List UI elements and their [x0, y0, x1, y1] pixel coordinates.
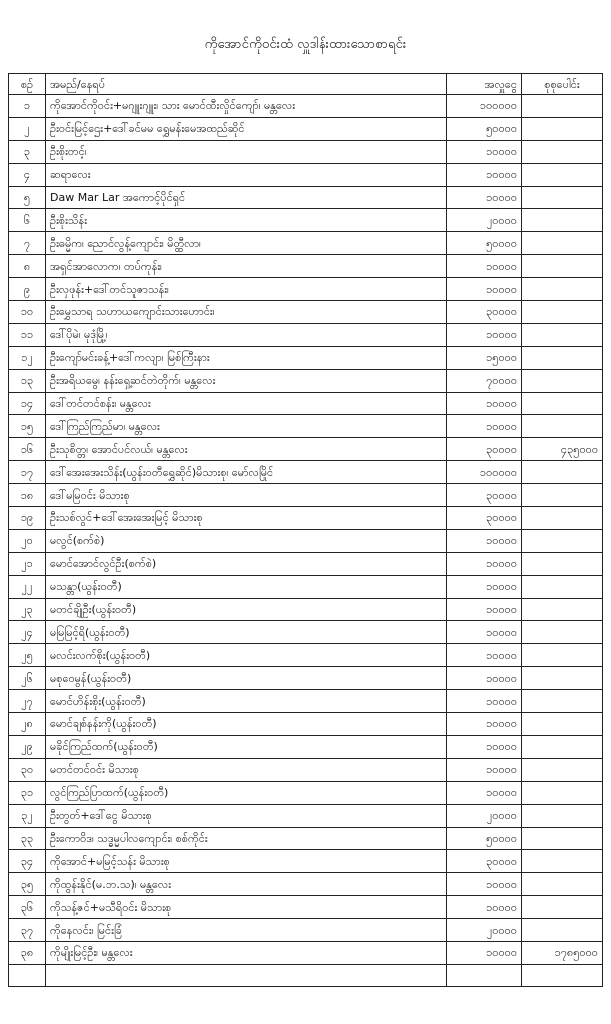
row-number: ၂၀: [9, 529, 46, 552]
running-total: [522, 278, 603, 301]
donation-amount: ၁၀၀၀၀: [447, 941, 522, 964]
donation-amount: ၁၀၀၀၀: [447, 690, 522, 713]
row-number: ၄: [9, 163, 46, 186]
table-row: [9, 873, 603, 896]
table-row: [9, 117, 603, 140]
blank-cell: [522, 964, 603, 986]
header-total: စုစုပေါင်း: [522, 74, 603, 95]
donation-amount: ၁၀၀၀၀၀: [447, 461, 522, 484]
table-row: [9, 438, 603, 461]
row-number: ၂၄: [9, 621, 46, 644]
table-row: [9, 484, 603, 507]
donor-name: မခိုင်ကြည်ထက်(ယွန်းဝတီ): [46, 735, 447, 758]
table-row: [9, 461, 603, 484]
table-row: [9, 735, 603, 758]
row-number: ၂၆: [9, 667, 46, 690]
row-number: ၃၄: [9, 850, 46, 873]
table-row: [9, 552, 603, 575]
donor-name: ဒေါ်အေးအေးသိန်း(ယွန်းဝတီရွှေဆိုင်)မိသားစု၊ မော်လမြိုင်: [46, 461, 447, 484]
row-number: ၂: [9, 117, 46, 140]
row-number: ၁၅: [9, 415, 46, 438]
table-row: [9, 507, 603, 530]
row-number: ၃၁: [9, 781, 46, 804]
row-number: ၃၆: [9, 896, 46, 919]
row-number: ၁၄: [9, 392, 46, 415]
donor-name: မလင်းလက်စိုး(ယွန်းဝတီ): [46, 644, 447, 667]
donor-name: မောင်ဟိန်းစိုး(ယွန်းဝတီ): [46, 690, 447, 713]
table-row: [9, 95, 603, 118]
donation-amount: ၁၀၀၀၀: [447, 529, 522, 552]
donor-name: မသန္တာ(ယွန်းဝတီ): [46, 575, 447, 598]
donor-name: ဒေါ်မမြဝင်း မိသားစု: [46, 484, 447, 507]
running-total: [522, 484, 603, 507]
donation-amount: ၁၀၀၀၀: [447, 621, 522, 644]
donor-name: မလွင်(စက်စဲ): [46, 529, 447, 552]
running-total: [522, 255, 603, 278]
row-number: ၉: [9, 278, 46, 301]
running-total: [522, 529, 603, 552]
row-number: ၆: [9, 209, 46, 232]
row-number: ၃၅: [9, 873, 46, 896]
donation-amount: ၂၀၀၀၀: [447, 919, 522, 942]
donation-amount: ၃၀၀၀၀: [447, 484, 522, 507]
row-number: ၁၇: [9, 461, 46, 484]
row-number: ၁၆: [9, 438, 46, 461]
row-number: ၂၅: [9, 644, 46, 667]
blank-cell: [46, 964, 447, 986]
running-total: [522, 140, 603, 163]
donor-name: ဦးသုစိတ္တ၊ အောင်ပင်လယ်၊ မန္တလေး: [46, 438, 447, 461]
donor-name: ဦးစိုးတင့်၊: [46, 140, 447, 163]
running-total: [522, 232, 603, 255]
running-total: [522, 804, 603, 827]
donation-amount: ၁၀၀၀၀၀: [447, 95, 522, 118]
donation-amount: ၁၀၀၀၀: [447, 392, 522, 415]
table-row: [9, 369, 603, 392]
donation-amount: ၁၀၀၀၀: [447, 552, 522, 575]
table-row: [9, 804, 603, 827]
running-total: [522, 461, 603, 484]
table-row: [9, 827, 603, 850]
table-row: [9, 346, 603, 369]
donor-name: ကိုအောင်+မမြင့်သန်း မိသားစု: [46, 850, 447, 873]
row-number: ၂၂: [9, 575, 46, 598]
table-row: [9, 163, 603, 186]
running-total: [522, 575, 603, 598]
table-row: [9, 850, 603, 873]
donation-amount: ၂၀၀၀၀: [447, 804, 522, 827]
donation-table: [8, 73, 603, 987]
donation-amount: ၂၀၀၀၀: [447, 209, 522, 232]
row-number: ၂၃: [9, 598, 46, 621]
table-row: [9, 941, 603, 964]
row-number: ၅: [9, 186, 46, 209]
donation-amount: ၁၀၀၀၀: [447, 644, 522, 667]
table-row: [9, 598, 603, 621]
donation-amount: ၃၀၀၀၀: [447, 507, 522, 530]
donor-name: မတင်ချိုဦး(ယွန်းဝတီ): [46, 598, 447, 621]
table-row: [9, 781, 603, 804]
row-number: ၁၁: [9, 323, 46, 346]
running-total: [522, 827, 603, 850]
table-row: [9, 896, 603, 919]
row-number: ၃: [9, 140, 46, 163]
donation-amount: ၁၀၀၀၀: [447, 575, 522, 598]
running-total: [522, 598, 603, 621]
running-total: [522, 690, 603, 713]
row-number: ၂၉: [9, 735, 46, 758]
row-number: ၈: [9, 255, 46, 278]
running-total: [522, 667, 603, 690]
blank-cell: [9, 964, 46, 986]
table-header-row: [9, 74, 603, 95]
document-title: ကိုအောင်ကိုဝင်းထံ လှူဒါန်းထားသောစာရင်း: [204, 37, 407, 52]
table-row: [9, 301, 603, 324]
donor-name: အရှင်အာလောက၊ တပ်ကုန်း၊: [46, 255, 447, 278]
donor-name: ကိုနေလင်း၊ မြင်းခြံ: [46, 919, 447, 942]
table-row: [9, 232, 603, 255]
donation-amount: ၁၀၀၀၀: [447, 255, 522, 278]
donor-name: ကိုထွန်းနိုင်(မ.ဘ.သ)၊ မန္တလေး: [46, 873, 447, 896]
header-no: စဉ်: [9, 74, 46, 95]
donation-amount: ၁၀၀၀၀: [447, 140, 522, 163]
donor-name: ဦးကောဝိဒ၊ သဒ္ဓမ္မပါလကျောင်း၊ စစ်ကိုင်း: [46, 827, 447, 850]
running-total: [522, 873, 603, 896]
running-total: [522, 507, 603, 530]
table-row: [9, 140, 603, 163]
donor-name: မတင်တင်ဝင်း မိသားစု: [46, 758, 447, 781]
donation-amount: ၇၀၀၀၀: [447, 369, 522, 392]
row-number: ၁၀: [9, 301, 46, 324]
donor-name: လွင်ကြည်ပြာထက်(ယွန်းဝတီ): [46, 781, 447, 804]
running-total: [522, 95, 603, 118]
table-row: [9, 690, 603, 713]
running-total: [522, 186, 603, 209]
running-total: [522, 369, 603, 392]
donation-amount: ၁၀၀၀၀: [447, 781, 522, 804]
donor-name: ကိုသန့်ဇင်+မသီရိဝင်း မိသားစု: [46, 896, 447, 919]
running-total: [522, 346, 603, 369]
donor-name: ဒေါ်တင်တင်စန်း၊ မန္တလေး: [46, 392, 447, 415]
table-row: [9, 278, 603, 301]
row-number: ၁၉: [9, 507, 46, 530]
donation-amount: ၃၀၀၀၀: [447, 301, 522, 324]
donor-name: ဦးကျော်မင်းခန့်+ဒေါ်ကလျာ၊ မြစ်ကြီးနား: [46, 346, 447, 369]
donor-name: ဒေါ်ကြည်ကြည်မာ၊ မန္တလေး: [46, 415, 447, 438]
table-row: [9, 209, 603, 232]
row-number: ၂၈: [9, 713, 46, 736]
table-row: [9, 255, 603, 278]
table-row: [9, 621, 603, 644]
donation-amount: ၅၀၀၀၀: [447, 117, 522, 140]
donation-amount: ၁၀၀၀၀: [447, 598, 522, 621]
running-total: [522, 735, 603, 758]
donor-name: ဦးစိုးသိန်း: [46, 209, 447, 232]
donor-name: ဦးလှဖုန်း+ဒေါ်တင်သူဇာသန်း၊: [46, 278, 447, 301]
header-amount: အလှူငွေ: [447, 74, 522, 95]
table-row-blank: [9, 964, 603, 986]
donation-amount: ၁၀၀၀၀: [447, 758, 522, 781]
donor-name: မောင်ချစ်နန်းကို(ယွန်းဝတီ): [46, 713, 447, 736]
running-total: [522, 117, 603, 140]
donation-amount: ၁၀၀၀၀: [447, 873, 522, 896]
donor-name: မောင်အောင်လွင်ဦး(စက်စဲ): [46, 552, 447, 575]
row-number: ၂၇: [9, 690, 46, 713]
donor-name: ကိုမျိုးမြင့်ဦး၊ မန္တလေး: [46, 941, 447, 964]
donation-amount: ၅၀၀၀၀: [447, 827, 522, 850]
row-number: ၃၂: [9, 804, 46, 827]
donation-amount: ၁၅၀၀၀: [447, 346, 522, 369]
blank-cell: [447, 964, 522, 986]
table-row: [9, 758, 603, 781]
table-row: [9, 392, 603, 415]
running-total: [522, 919, 603, 942]
donation-amount: ၁၀၀၀၀: [447, 163, 522, 186]
running-total: [522, 850, 603, 873]
row-number: ၃၈: [9, 941, 46, 964]
table-row: [9, 323, 603, 346]
running-total: [522, 552, 603, 575]
header-name: အမည်/နေရပ်: [46, 74, 447, 95]
donation-amount: ၁၀၀၀၀: [447, 278, 522, 301]
donor-name: ဆရာလေး: [46, 163, 447, 186]
donor-name: Daw Mar Lar အကောင့်ပိုင်ရှင်: [46, 186, 447, 209]
running-total: [522, 415, 603, 438]
donation-amount: ၁၀၀၀၀: [447, 896, 522, 919]
donation-amount: ၁၀၀၀၀: [447, 713, 522, 736]
donor-name: ဦးဝင်းမြင့်ဌေး+ဒေါ်ခင်မမ ရွှေမန်းမေအထည်ဆိုင်: [46, 117, 447, 140]
row-number: ၃၇: [9, 919, 46, 942]
row-number: ၁၃: [9, 369, 46, 392]
donation-amount: ၃၀၀၀၀: [447, 850, 522, 873]
running-total: ၁၇၈၅၀၀၀: [522, 941, 603, 964]
donor-name: မမြမြင့်ရိ(ယွန်းဝတီ): [46, 621, 447, 644]
donation-amount: ၅၀၀၀၀: [447, 232, 522, 255]
table-row: [9, 713, 603, 736]
running-total: [522, 644, 603, 667]
donation-amount: ၁၀၀၀၀: [447, 735, 522, 758]
row-number: ၁: [9, 95, 46, 118]
row-number: ၁၂: [9, 346, 46, 369]
donation-amount: ၁၀၀၀၀: [447, 667, 522, 690]
row-number: ၁၈: [9, 484, 46, 507]
donation-amount: ၁၀၀၀၀: [447, 323, 522, 346]
table-row: [9, 667, 603, 690]
row-number: ၂၁: [9, 552, 46, 575]
running-total: [522, 621, 603, 644]
table-row: [9, 415, 603, 438]
running-total: ၄၃၅၀၀၀: [522, 438, 603, 461]
table-row: [9, 919, 603, 942]
running-total: [522, 163, 603, 186]
table-row: [9, 186, 603, 209]
donor-name: ဦးအရိယမွေ၊ နန်းရှေ့ဆင်တဲတိုက်၊ မန္တလေး: [46, 369, 447, 392]
donor-name: မစုဝေမွန်(ယွန်းဝတီ): [46, 667, 447, 690]
running-total: [522, 758, 603, 781]
running-total: [522, 713, 603, 736]
donor-name: ဦးမွှေသာရ သဟာယကျောင်းသားဟောင်း၊: [46, 301, 447, 324]
running-total: [522, 392, 603, 415]
row-number: ၃၀: [9, 758, 46, 781]
running-total: [522, 781, 603, 804]
donor-name: ဦးတွတ်+ဒေါ်ငွေ မိသားစု: [46, 804, 447, 827]
donor-name: ကိုအောင်ကိုဝင်း+မဂျူးဂျူး၊ သား မောင်ထီးလှိုင်ကျော်၊ မန္တလေး: [46, 95, 447, 118]
donor-name: ဒေါ်ပိုမဲ၊ မုဒုံမြို့၊: [46, 323, 447, 346]
donation-amount: ၁၀၀၀၀: [447, 415, 522, 438]
running-total: [522, 209, 603, 232]
donation-amount: ၃၀၀၀၀: [447, 438, 522, 461]
running-total: [522, 301, 603, 324]
donor-name: ဦးဓမ္မိက၊ ညောင်လွန့်ကျောင်း၊ မိတ္ထီလာ၊: [46, 232, 447, 255]
table-row: [9, 575, 603, 598]
donor-name: ဦးသစ်လွင်+ဒေါ်အေးအေးမြင့် မိသားစု: [46, 507, 447, 530]
donation-amount: ၁၀၀၀၀: [447, 186, 522, 209]
table-row: [9, 644, 603, 667]
row-number: ၃၃: [9, 827, 46, 850]
row-number: ၇: [9, 232, 46, 255]
running-total: [522, 896, 603, 919]
table-row: [9, 529, 603, 552]
running-total: [522, 323, 603, 346]
table-body: [9, 95, 603, 987]
